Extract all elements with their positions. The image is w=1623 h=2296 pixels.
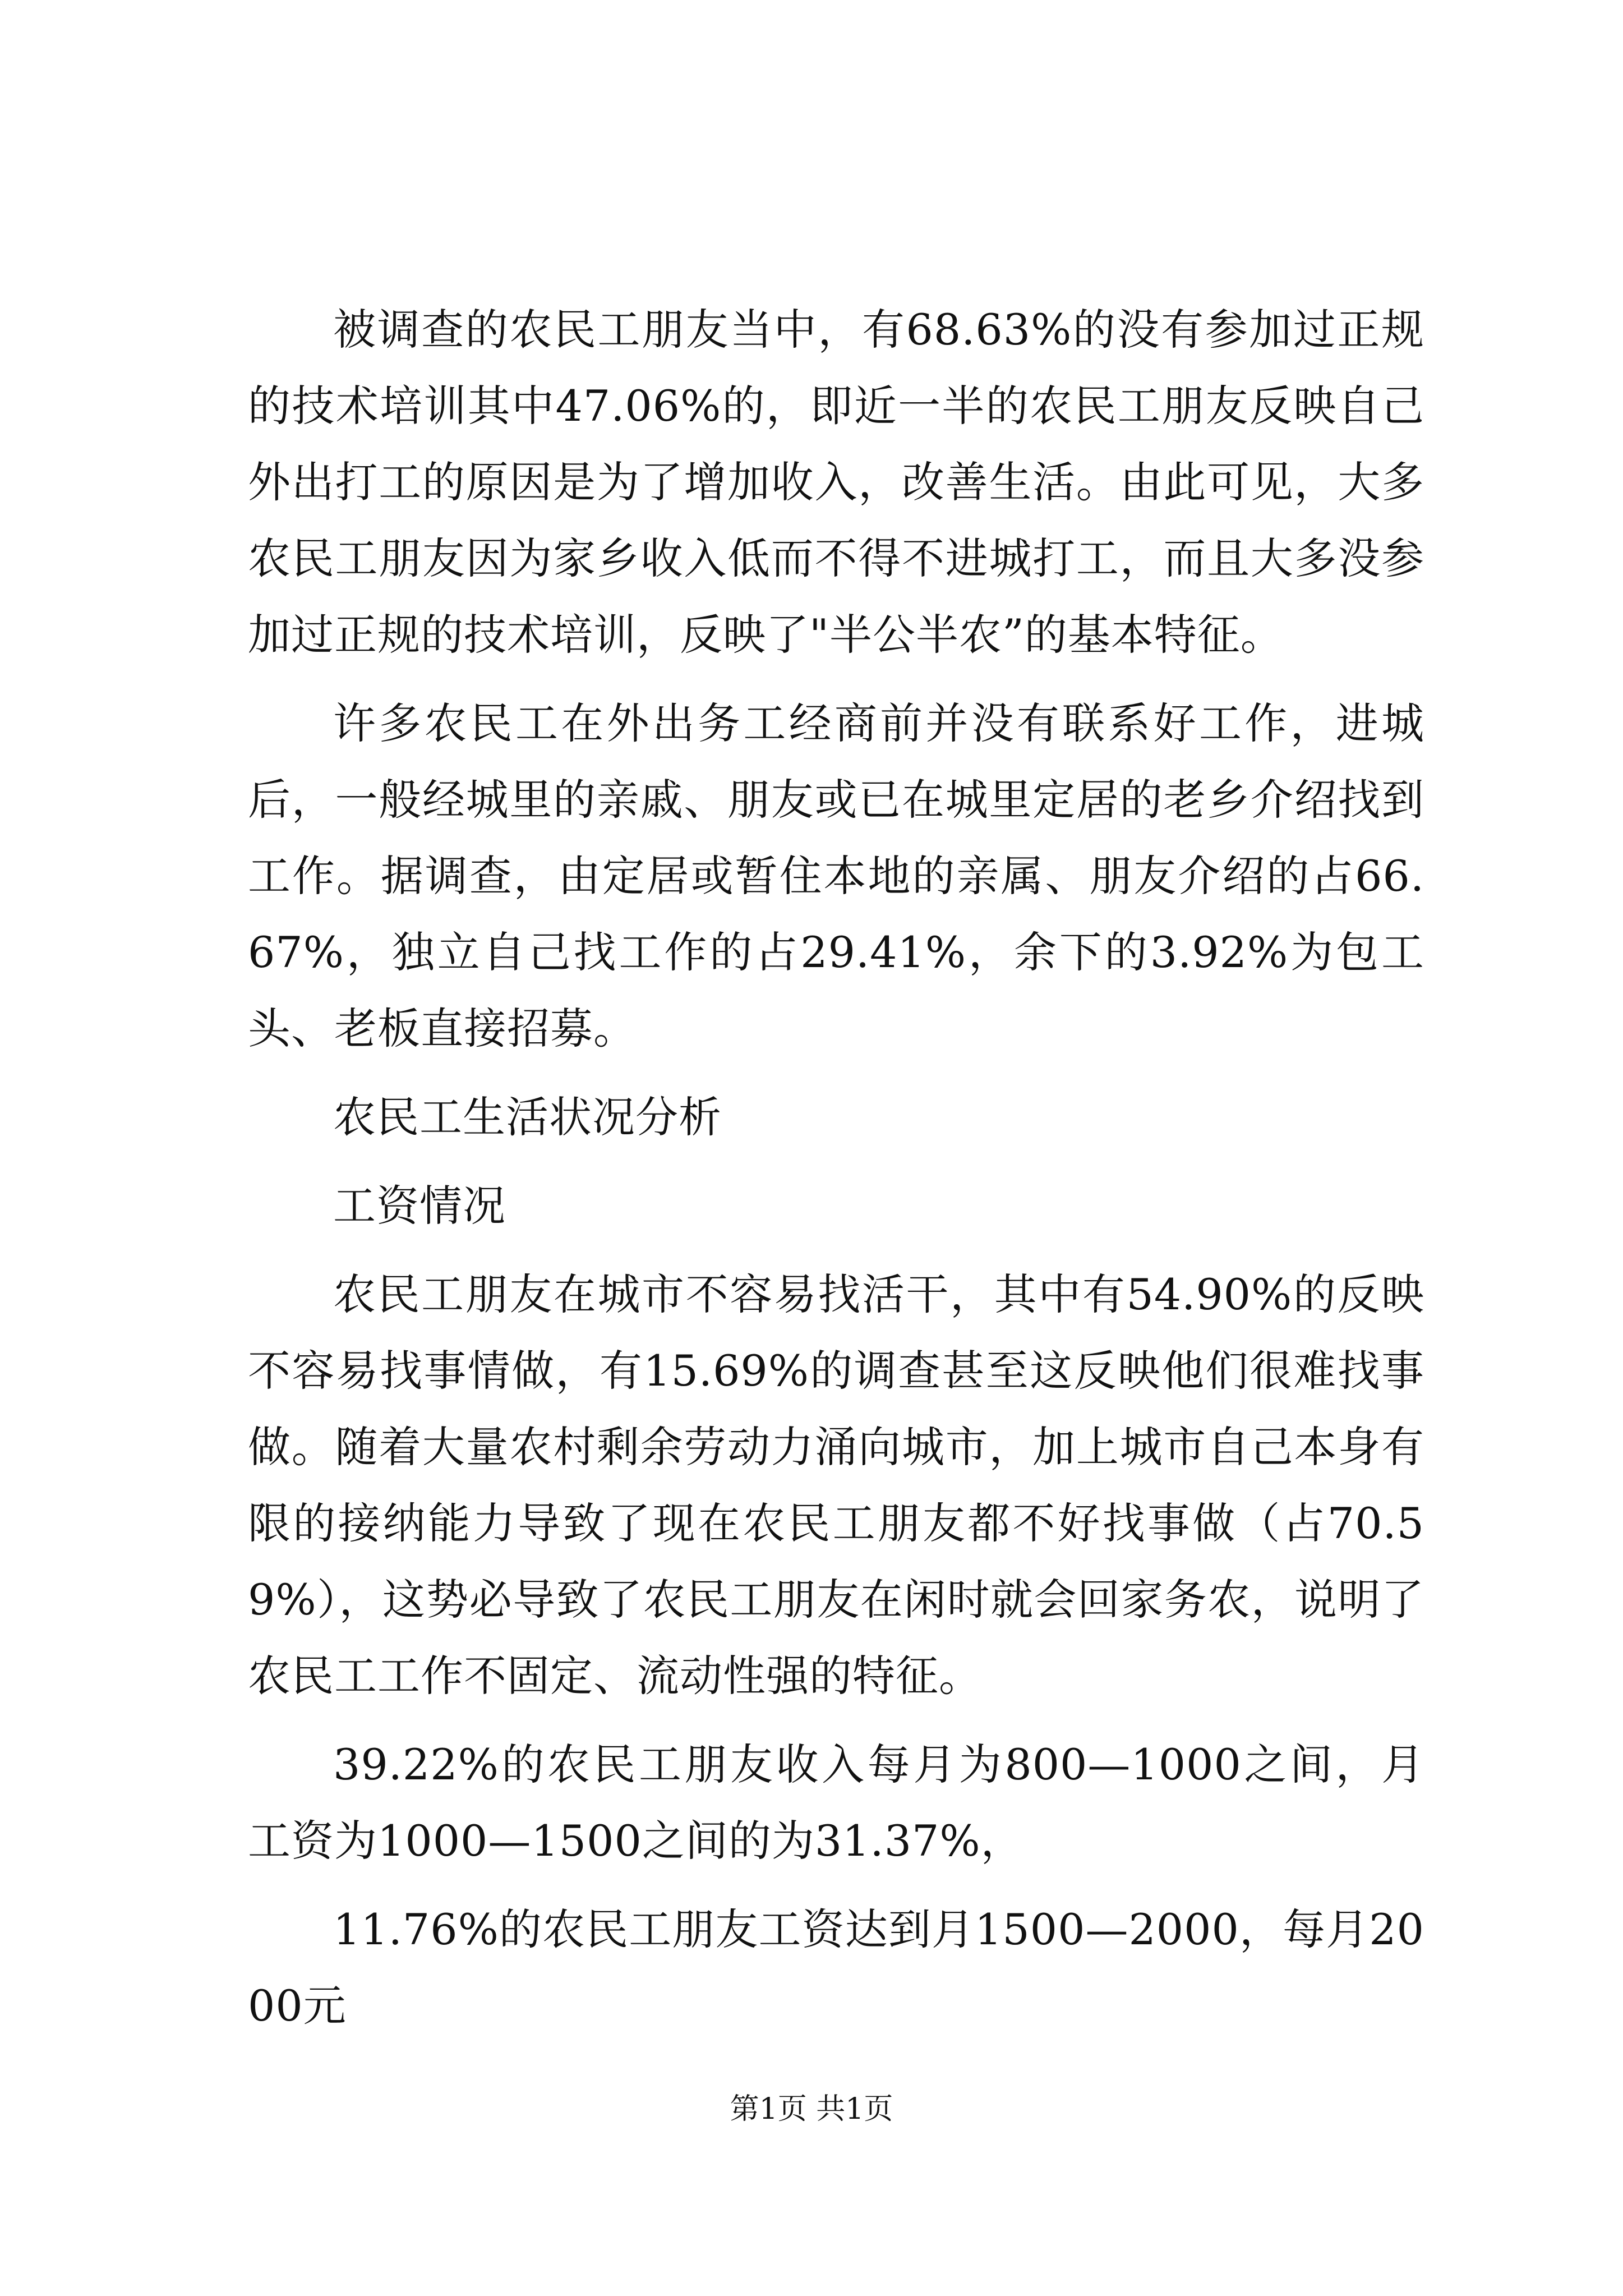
section-heading-living-conditions: 农民工生活状况分析 xyxy=(333,1092,722,1142)
subsection-heading-wages: 工资情况 xyxy=(333,1181,506,1231)
paragraph-job-finding: 许多农民工在外出务工经商前并没有联系好工作，进城后，一般经城里的亲戚、朋友或已在城里定居的老乡介绍找到工作。据调查，由定居或暂住本地的亲属、朋友介绍的占66.67%，独立自己找工作的占29.41%，余下的3.92%为包工头、老板直接招募。 xyxy=(248,698,1424,1053)
document-body xyxy=(248,292,1424,2044)
paragraph-higher-income: 11.76%的农民工朋友工资达到月1500—2000，每月2000元 xyxy=(248,1904,1424,2031)
paragraph-income-ranges: 39.22%的农民工朋友收入每月为800—1000之间，月工资为1000—1500之间的为31.37%， xyxy=(248,1740,1424,1866)
paragraph-employment-difficulty: 农民工朋友在城市不容易找活干，其中有54.90%的反映不容易找事情做，有15.69%的调查甚至这反映他们很难找事做。随着大量农村剩余劳动力涌向城市，加上城市自己本身有限的接纳能力导致了现在农民工朋友都不好找事做（占70.59%），这势必导致了农民工朋友在闲时就会回家务农，说明了农民工工作不固定、流动性强的特征。 xyxy=(248,1269,1424,1701)
page-footer: 第1页 共1页 xyxy=(730,2092,893,2126)
paragraph-training: 被调查的农民工朋友当中，有68.63%的没有参加过正规的技术培训其中47.06%的，即近一半的农民工朋友反映自己外出打工的原因是为了增加收入，改善生活。由此可见，大多农民工朋友因为家乡收入低而不得不进城打工，而且大多没参加过正规的技术培训，反映了"半公半农”的基本特征。 xyxy=(248,305,1424,660)
